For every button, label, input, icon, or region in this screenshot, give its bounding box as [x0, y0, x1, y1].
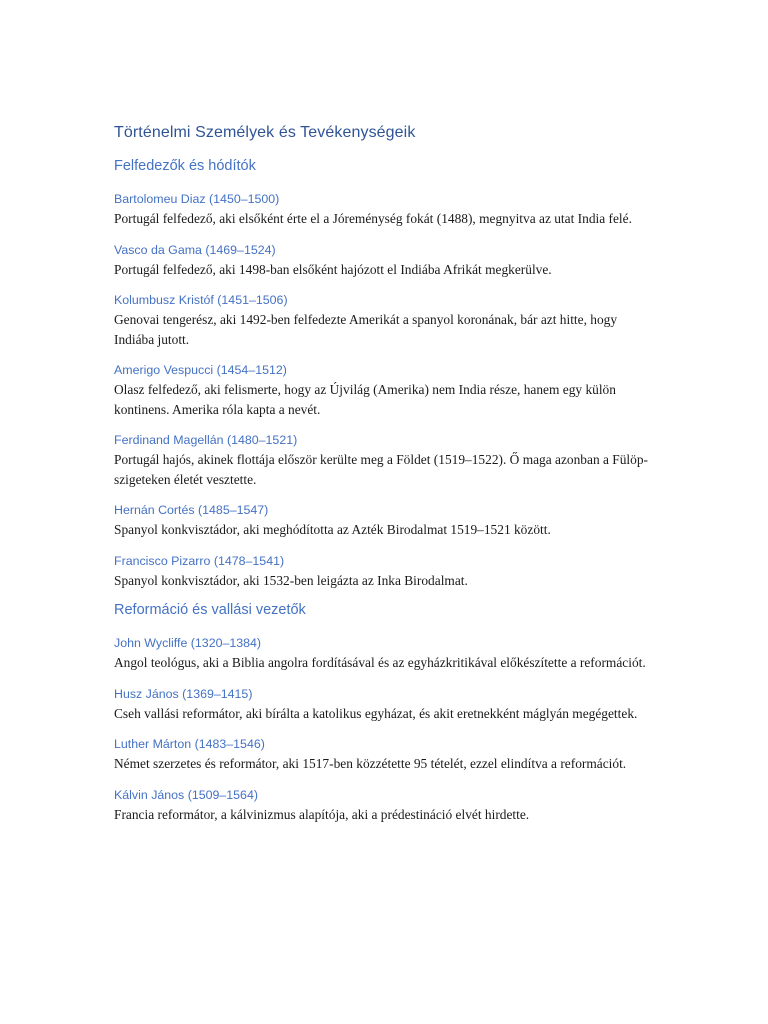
document-title: Történelmi Személyek és Tevékenységeik [114, 124, 416, 141]
person-name: Kolumbusz Kristóf (1451–1506) [114, 293, 288, 307]
person-entry [114, 735, 659, 774]
person-entry [114, 431, 659, 489]
person-description: Portugál felfedező, aki 1498-ban elsőként hajózott el Indiába Afrikát megkerülve. [114, 261, 552, 277]
person-name: Francisco Pizarro (1478–1541) [114, 553, 285, 568]
person-name: Luther Márton (1483–1546) [114, 737, 265, 751]
section-explorers [114, 158, 659, 590]
person-entry [114, 685, 659, 724]
person-entry [114, 361, 659, 419]
person-name: John Wycliffe (1320–1384) [114, 636, 262, 650]
person-description: Francia reformátor, a kálvinizmus alapítója, aki a prédestináció elvét hirdette. [114, 806, 530, 822]
person-entry [114, 552, 659, 591]
section-heading: Reformáció és vallási vezetők [114, 602, 306, 618]
person-entry [114, 501, 659, 540]
person-description: Angol teológus, aki a Biblia angolra fordításával és az egyházkritikával előkészítette a reformációt. [114, 655, 646, 670]
person-name: Ferdinand Magellán (1480–1521) [114, 433, 298, 447]
person-entry [114, 634, 659, 673]
person-name: Husz János (1369–1415) [114, 686, 253, 701]
person-description: Portugál felfedező, aki elsőként érte el a Jóreménység fokát (1488), megnyitva az utat India felé. [114, 211, 632, 226]
person-description: Német szerzetes és reformátor, aki 1517-ben közzétette 95 tételét, ezzel elindítva a reformációt. [114, 756, 627, 771]
person-description: Spanyol konkvisztádor, aki meghódította az Azték Birodalmat 1519–1521 között. [114, 522, 551, 537]
person-name: Kálvin János (1509–1564) [114, 787, 258, 802]
document-page [114, 124, 659, 836]
person-description: Portugál hajós, akinek flottája először kerülte meg a Földet (1519–1522). Ő maga azonban a Fülöp-szigeteken életét vesztette. [114, 452, 648, 487]
person-description: Spanyol konkvisztádor, aki 1532-ben leigázta az Inka Birodalmat. [114, 572, 468, 588]
person-entry [114, 786, 659, 825]
person-description: Cseh vallási reformátor, aki bírálta a katolikus egyházat, és akit eretnekként máglyán megégettek. [114, 705, 638, 721]
person-entry [114, 190, 659, 229]
person-description: Genovai tengerész, aki 1492-ben felfedezte Amerikát a spanyol koronának, bár azt hitte, hogy Indiába jutott. [114, 312, 618, 347]
person-entry [114, 291, 659, 349]
section-reformation [114, 602, 659, 824]
person-description: Olasz felfedező, aki felismerte, hogy az Újvilág (Amerika) nem India része, hanem egy külön kontinens. Amerika róla kapta a nevét. [114, 382, 616, 417]
person-name: Amerigo Vespucci (1454–1512) [114, 363, 287, 377]
person-name: Hernán Cortés (1485–1547) [114, 503, 269, 517]
section-heading: Felfedezők és hódítók [114, 158, 256, 174]
person-entry [114, 241, 659, 280]
person-name: Bartolomeu Diaz (1450–1500) [114, 192, 280, 206]
person-name: Vasco da Gama (1469–1524) [114, 242, 276, 257]
